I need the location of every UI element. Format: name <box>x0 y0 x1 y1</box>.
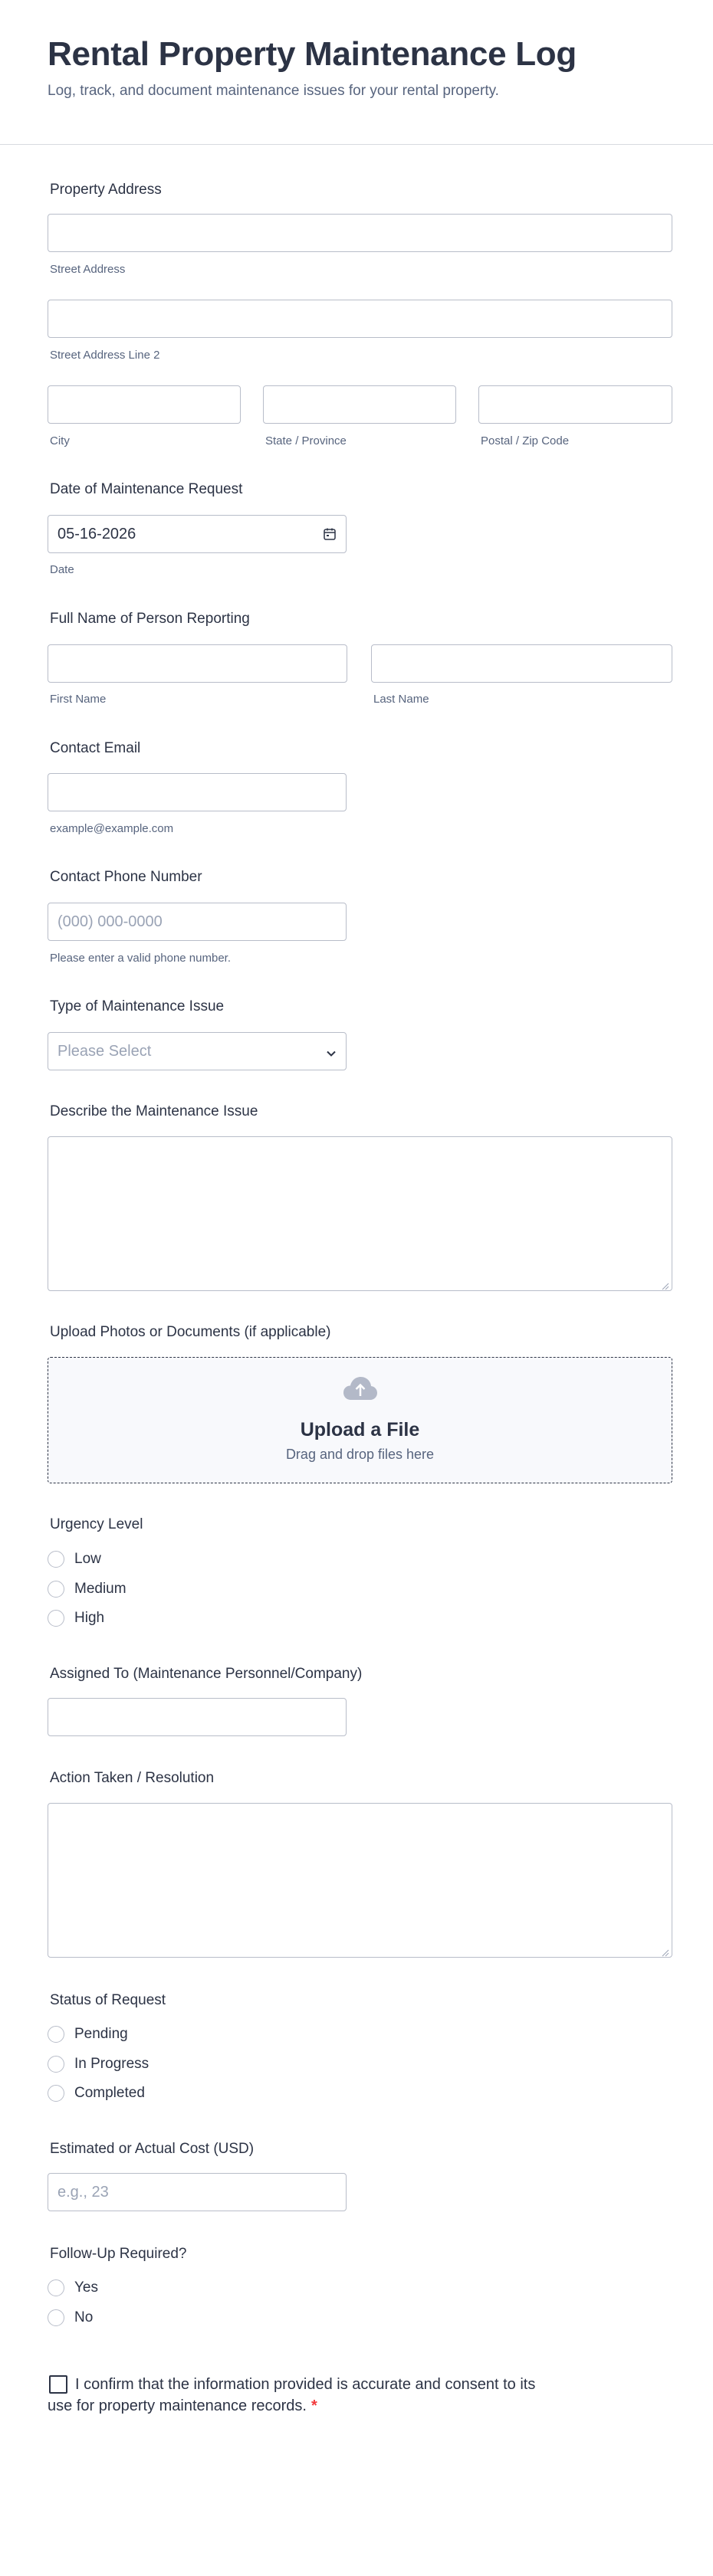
action-taken-textarea[interactable] <box>48 1803 672 1958</box>
radio-label: In Progress <box>74 2056 150 2072</box>
issue-type-select[interactable] <box>48 1032 347 1070</box>
radio-label: Medium <box>74 1581 127 1597</box>
state-sublabel: State / Province <box>265 434 347 447</box>
phone-input[interactable] <box>48 903 347 941</box>
radio-button[interactable] <box>48 2026 64 2043</box>
last-name-sublabel: Last Name <box>373 693 429 706</box>
form-subtitle: Log, track, and document maintenance issues for your rental property. <box>48 83 499 99</box>
assigned-to-label: Assigned To (Maintenance Personnel/Company) <box>50 1666 363 1682</box>
full-name-label: Full Name of Person Reporting <box>50 611 250 627</box>
upload-hint: Drag and drop files here <box>285 1447 435 1462</box>
followup-label: Follow-Up Required? <box>50 2246 187 2262</box>
urgency-option-low[interactable] <box>48 1549 101 1569</box>
radio-label: Yes <box>74 2279 98 2296</box>
cloud-upload-icon <box>342 1375 379 1406</box>
action-taken-label: Action Taken / Resolution <box>50 1770 215 1786</box>
radio-label: Low <box>74 1551 101 1567</box>
radio-button[interactable] <box>48 2085 64 2102</box>
status-option-completed[interactable] <box>48 2083 145 2103</box>
email-sublabel: example@example.com <box>50 822 174 835</box>
phone-placeholder: (000) 000-0000 <box>58 913 163 930</box>
followup-option-no[interactable] <box>48 2308 93 2328</box>
radio-label: Completed <box>74 2085 145 2101</box>
street-address-input[interactable] <box>48 214 672 252</box>
date-input[interactable] <box>48 515 347 553</box>
status-option-in-progress[interactable] <box>48 2054 149 2074</box>
city-input[interactable] <box>48 385 241 424</box>
urgency-option-medium[interactable] <box>48 1579 127 1599</box>
street-address-sublabel: Street Address <box>50 263 126 276</box>
required-marker: * <box>310 2397 317 2414</box>
city-sublabel: City <box>50 434 70 447</box>
radio-label: No <box>74 2309 94 2325</box>
radio-button[interactable] <box>48 1581 64 1598</box>
radio-button[interactable] <box>48 2056 64 2073</box>
description-label: Describe the Maintenance Issue <box>50 1103 258 1119</box>
postal-code-input[interactable] <box>478 385 672 424</box>
last-name-input[interactable] <box>371 644 672 683</box>
upload-title: Upload a File <box>300 1419 420 1440</box>
radio-button[interactable] <box>48 1551 64 1568</box>
radio-button[interactable] <box>48 2309 64 2326</box>
upload-label: Upload Photos or Documents (if applicable) <box>50 1324 331 1340</box>
contact-phone-label: Contact Phone Number <box>50 869 202 885</box>
email-input[interactable] <box>48 773 347 811</box>
status-label: Status of Request <box>50 1992 166 2008</box>
postal-code-sublabel: Postal / Zip Code <box>481 434 570 447</box>
date-label: Date of Maintenance Request <box>50 481 243 497</box>
phone-sublabel: Please enter a valid phone number. <box>50 952 231 965</box>
urgency-option-high[interactable] <box>48 1608 104 1628</box>
cost-label: Estimated or Actual Cost (USD) <box>50 2141 255 2157</box>
chevron-down-icon <box>326 1046 337 1064</box>
issue-type-label: Type of Maintenance Issue <box>50 998 225 1014</box>
assigned-to-input[interactable] <box>48 1698 347 1736</box>
street-address-line2-sublabel: Street Address Line 2 <box>50 349 160 362</box>
consent-line-1: I confirm that the information provided is accurate and consent to its <box>75 2376 536 2393</box>
state-input[interactable] <box>263 385 456 424</box>
status-option-pending[interactable] <box>48 2024 128 2044</box>
form-title: Rental Property Maintenance Log <box>48 35 577 73</box>
first-name-input[interactable] <box>48 644 347 683</box>
calendar-icon[interactable] <box>323 527 337 546</box>
consent-text <box>48 2374 600 2417</box>
date-sublabel: Date <box>50 563 74 576</box>
date-value: 05-16-2026 <box>58 525 136 542</box>
radio-label: Pending <box>74 2026 128 2042</box>
contact-email-label: Contact Email <box>50 740 141 756</box>
radio-button[interactable] <box>48 2279 64 2296</box>
cost-input[interactable] <box>48 2173 347 2211</box>
resize-grip-icon[interactable] <box>662 1280 669 1288</box>
file-upload-dropzone[interactable] <box>48 1357 672 1483</box>
urgency-label: Urgency Level <box>50 1516 143 1532</box>
property-address-label: Property Address <box>50 182 162 198</box>
radio-button[interactable] <box>48 1610 64 1627</box>
description-textarea[interactable] <box>48 1136 672 1291</box>
street-address-line2-input[interactable] <box>48 300 672 338</box>
first-name-sublabel: First Name <box>50 693 107 706</box>
cost-placeholder: e.g., 23 <box>58 2183 109 2201</box>
followup-option-yes[interactable] <box>48 2278 98 2298</box>
resize-grip-icon[interactable] <box>662 1947 669 1955</box>
issue-type-placeholder: Please Select <box>58 1042 152 1060</box>
radio-label: High <box>74 1610 105 1626</box>
form-header <box>0 0 713 145</box>
consent-line-2: use for property maintenance records. <box>48 2397 307 2414</box>
